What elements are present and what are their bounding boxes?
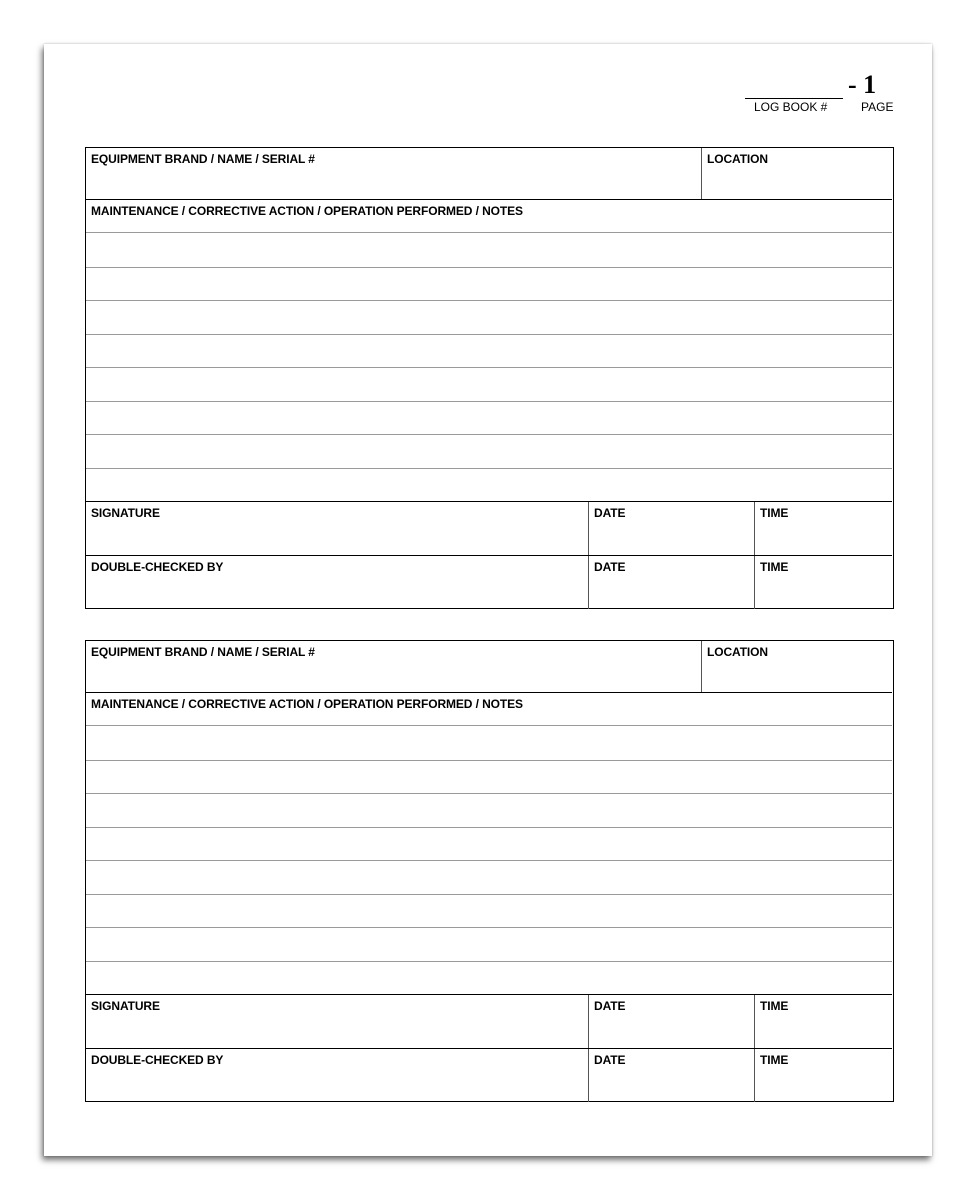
notes-label: MAINTENANCE / CORRECTIVE ACTION / OPERATION PERFORMED / NOTES <box>91 204 523 218</box>
location-label: LOCATION <box>707 152 768 166</box>
double-check-row <box>86 1048 892 1102</box>
signature-time-field[interactable] <box>755 995 892 1048</box>
time-label: TIME <box>760 506 789 520</box>
notes-line[interactable] <box>86 861 892 895</box>
double-check-date-field[interactable] <box>589 1049 755 1102</box>
logbook-number-label: LOG BOOK # <box>754 100 828 114</box>
notes-line[interactable] <box>86 268 892 302</box>
notes-line[interactable] <box>86 435 892 469</box>
notes-line[interactable] <box>86 727 892 761</box>
date-label: DATE <box>594 1053 626 1067</box>
notes-line[interactable] <box>86 895 892 929</box>
notes-line[interactable] <box>86 794 892 828</box>
time-label: TIME <box>760 999 789 1013</box>
signature-label: SIGNATURE <box>91 999 160 1013</box>
notes-label: MAINTENANCE / CORRECTIVE ACTION / OPERATION PERFORMED / NOTES <box>91 697 523 711</box>
signature-field[interactable] <box>86 502 589 555</box>
double-check-date-field[interactable] <box>589 556 755 609</box>
notes-line[interactable] <box>86 335 892 369</box>
date-label: DATE <box>594 560 626 574</box>
equipment-label: EQUIPMENT BRAND / NAME / SERIAL # <box>91 645 315 659</box>
equipment-row <box>86 148 892 200</box>
double-check-time-field[interactable] <box>755 556 892 609</box>
time-label: TIME <box>760 560 789 574</box>
location-field[interactable] <box>702 641 892 692</box>
date-label: DATE <box>594 506 626 520</box>
signature-date-field[interactable] <box>589 502 755 555</box>
signature-row <box>86 994 892 1048</box>
double-checked-field[interactable] <box>86 556 589 609</box>
page-number: - 1 <box>848 70 877 99</box>
log-entry-form <box>85 147 894 609</box>
signature-row <box>86 501 892 555</box>
notes-line[interactable] <box>86 368 892 402</box>
double-checked-label: DOUBLE-CHECKED BY <box>91 1053 224 1067</box>
notes-line[interactable] <box>86 301 892 335</box>
logbook-number-field[interactable] <box>745 98 843 99</box>
double-checked-field[interactable] <box>86 1049 589 1102</box>
double-checked-label: DOUBLE-CHECKED BY <box>91 560 224 574</box>
notes-line[interactable] <box>86 402 892 436</box>
equipment-row <box>86 641 892 693</box>
notes-line[interactable] <box>86 828 892 862</box>
double-check-time-field[interactable] <box>755 1049 892 1102</box>
equipment-field[interactable] <box>86 641 702 692</box>
signature-label: SIGNATURE <box>91 506 160 520</box>
signature-time-field[interactable] <box>755 502 892 555</box>
notes-line[interactable] <box>86 928 892 962</box>
equipment-field[interactable] <box>86 148 702 199</box>
notes-line[interactable] <box>86 234 892 268</box>
log-page <box>44 44 932 1156</box>
equipment-label: EQUIPMENT BRAND / NAME / SERIAL # <box>91 152 315 166</box>
signature-date-field[interactable] <box>589 995 755 1048</box>
notes-line[interactable] <box>86 761 892 795</box>
notes-header-row[interactable] <box>86 693 892 726</box>
page-label: PAGE <box>861 100 894 114</box>
location-label: LOCATION <box>707 645 768 659</box>
time-label: TIME <box>760 1053 789 1067</box>
notes-line[interactable] <box>86 962 892 995</box>
notes-header-row[interactable] <box>86 200 892 233</box>
location-field[interactable] <box>702 148 892 199</box>
log-entry-form <box>85 640 894 1102</box>
page-header <box>44 44 932 144</box>
date-label: DATE <box>594 999 626 1013</box>
signature-field[interactable] <box>86 995 589 1048</box>
notes-line[interactable] <box>86 469 892 502</box>
double-check-row <box>86 555 892 609</box>
